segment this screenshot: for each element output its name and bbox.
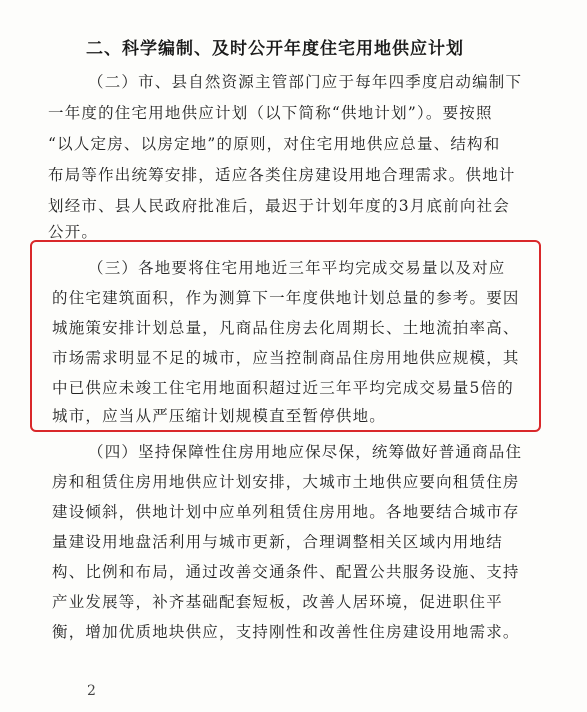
para3-line-1: （三）各地要将住宅用地近三年平均完成交易量以及对应: [88, 259, 506, 277]
para2-line-1: （二）市、县自然资源主管部门应于每年四季度启动编制下: [88, 73, 523, 91]
para4-line-6: 产业发展等，补齐基础配套短板，改善人居环境，促进职住平: [52, 593, 503, 611]
section-heading: 二、科学编制、及时公开年度住宅用地供应计划: [86, 39, 464, 59]
para4-line-3: 建设倾斜，供地计划中应单列租赁住房用地。各地要结合城市存: [52, 503, 520, 521]
para4-line-1: （四）坚持保障性住房用地应保尽保，统筹做好普通商品住: [88, 443, 523, 461]
para4-line-7: 衡，增加优质地块供应，支持刚性和改善性住房建设用地需求。: [52, 623, 520, 641]
para2-line-4: 布局等作出统筹安排，适应各类住房建设用地合理需求。供地计: [48, 166, 516, 184]
para3-line-2: 的住宅建筑面积，作为测算下一年度供地计划总量的参考。要因: [52, 289, 520, 307]
para2-line-5: 划经市、县人民政府批准后，最迟于计划年度的3月底前向社会: [48, 197, 510, 215]
para4-line-4: 量建设用地盘活利用与城市更新，合理调整相关区域内用地结: [52, 533, 503, 551]
para2-line-2: 一年度的住宅用地供应计划（以下简称“供地计划”）。要按照: [48, 104, 493, 122]
para2-line-3: “以人定房、以房定地”的原则，对住宅用地供应总量、结构和: [48, 135, 501, 153]
para3-line-5: 中已供应未竣工住宅用地面积超过近三年平均完成交易量5倍的: [52, 379, 514, 397]
para3-line-6: 城市，应当从严压缩计划规模直至暂停供地。: [52, 407, 387, 425]
para3-line-3: 城施策安排计划总量，凡商品住房去化周期长、土地流拍率高、: [52, 319, 520, 337]
para3-line-4: 市场需求明显不足的城市，应当控制商品住房用地供应规模，其: [52, 349, 520, 367]
page-number: 2: [87, 683, 96, 699]
para2-line-6: 公开。: [48, 223, 99, 241]
para4-line-5: 构、比例和布局，通过改善交通条件、配置公共服务设施、支持: [52, 563, 520, 581]
para4-line-2: 房和租赁住房用地供应计划安排，大城市土地供应要向租赁住房: [52, 473, 520, 491]
